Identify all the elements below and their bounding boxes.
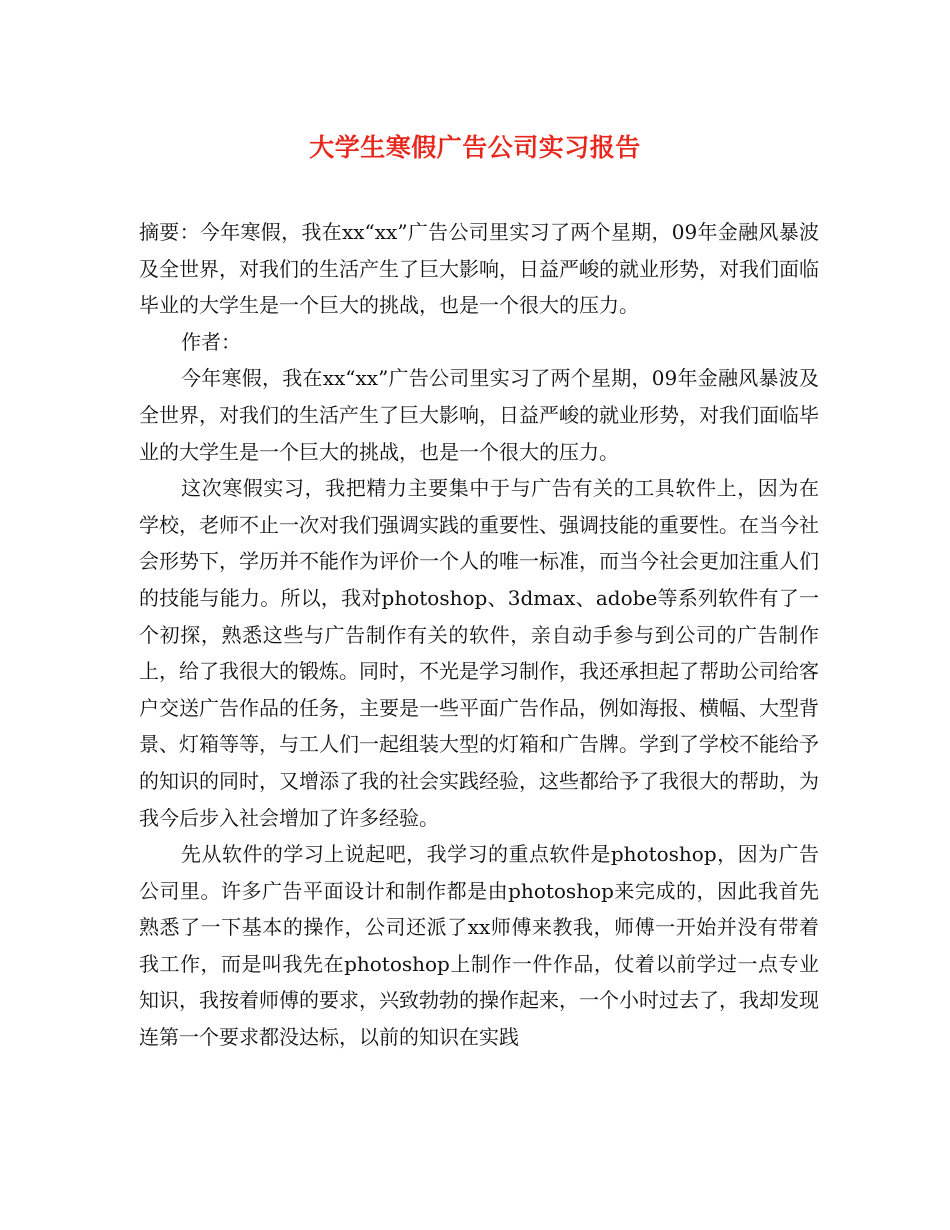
abstract-paragraph: 摘要：今年寒假，我在xx“xx”广告公司里实习了两个星期，09年金融风暴波及全世界，对我们的生活产生了巨大影响，日益严峻的就业形势，对我们面临毕业的大学生是一个巨大的挑战，也是一个很大的压力。 xyxy=(139,220,819,318)
body-paragraph: 先从软件的学习上说起吧，我学习的重点软件是photoshop，因为广告公司里。许多广告平面设计和制作都是由photoshop来完成的，因此我首先熟悉了一下基本的操作，公司还派了xx师傅来教我，师傅一开始并没有带着我工作，而是叫我先在photoshop上制作一件作品，仗着以前学过一点专业知识，我按着师傅的要求，兴致勃勃的操作起来，一个小时过去了，我却发现连第一个要求都没达标，以前的知识在实践 xyxy=(139,842,819,1050)
author-line: 作者： xyxy=(181,329,241,354)
body-paragraph: 今年寒假，我在xx“xx”广告公司里实习了两个星期，09年金融风暴波及全世界，对我们的生活产生了巨大影响，日益严峻的就业形势，对我们面临毕业的大学生是一个巨大的挑战，也是一个很大的压力。 xyxy=(139,366,819,464)
body-paragraph: 这次寒假实习，我把精力主要集中于与广告有关的工具软件上，因为在学校，老师不止一次对我们强调实践的重要性、强调技能的重要性。在当今社会形势下，学历并不能作为评价一个人的唯一标准，而当今社会更加注重人们的技能与能力。所以，我对photoshop、3dmax、adobe等系列软件有了一个初探，熟悉这些与广告制作有关的软件，亲自动手参与到公司的广告制作上，给了我很大的锻炼。同时，不光是学习制作，我还承担起了帮助公司给客户交送广告作品的任务，主要是一些平面广告作品，例如海报、横幅、大型背景、灯箱等等，与工人们一起组装大型的灯箱和广告牌。学到了学校不能给予的知识的同时，又增添了我的社会实践经验，这些都给予了我很大的帮助，为我今后步入社会增加了许多经验。 xyxy=(139,476,819,830)
document-title: 大学生寒假广告公司实习报告 xyxy=(309,133,641,162)
document-body xyxy=(139,214,819,1056)
